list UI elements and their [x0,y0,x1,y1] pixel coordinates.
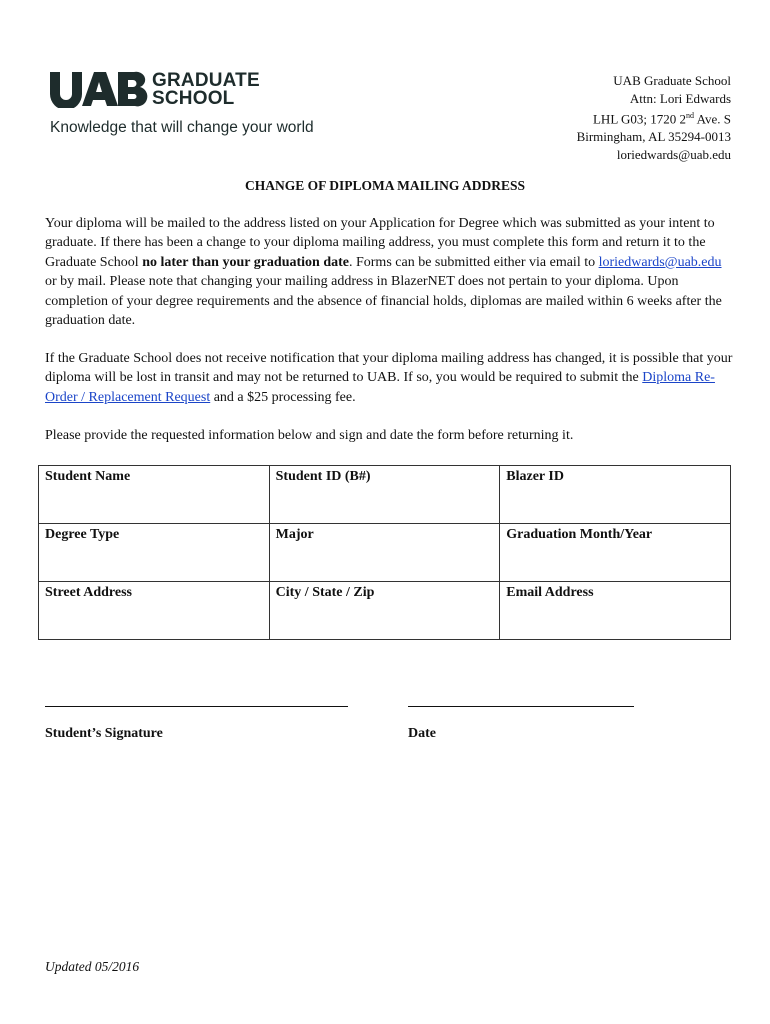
form-title: CHANGE OF DIPLOMA MAILING ADDRESS [244,178,526,193]
address-email: loriedwards@uab.edu [616,146,731,162]
date-line[interactable] [408,706,634,707]
updated-date: Updated 05/2016 [45,959,140,974]
signature-line[interactable] [45,706,348,707]
date-label: Date [408,726,436,741]
email-address-field[interactable]: Email Address [500,582,731,640]
notice-paragraph: If the Graduate School does not receive notification that your diploma mailing address has changed, it is possible that your diploma will be lost in transit and may not be returned to UAB. If so, you would be required to submit the Diploma Re-Order / Replacement Request and a $25 processing fee. [45,351,733,405]
email-link[interactable]: loriedwards@uab.edu [598,254,722,270]
student-info-table [38,465,731,640]
uab-graduate-school-logo [50,70,350,140]
address-line-1: UAB Graduate School [613,73,731,88]
table-row [39,524,731,582]
street-address-field[interactable]: Street Address [39,582,270,640]
major-field[interactable]: Major [269,524,500,582]
city-state-zip-field[interactable]: City / State / Zip [269,582,500,640]
address-line-4: Birmingham, AL 35294-0013 [576,129,731,145]
logo-tagline: Knowledge that will change your world [50,119,314,136]
student-name-field[interactable]: Student Name [39,466,270,524]
signature-label: Student’s Signature [45,726,163,741]
table-row [39,582,731,640]
table-row [39,466,731,524]
degree-type-field[interactable]: Degree Type [39,524,270,582]
address-line-3: LHL G03; 1720 2nd Ave. S [592,111,731,127]
logo-word-graduate: GRADUATE [152,70,260,91]
address-line-2: Attn: Lori Edwards [629,90,731,106]
student-id-field[interactable]: Student ID (B#) [269,466,500,524]
diploma-reorder-link[interactable]: Diploma Re-Order / Replacement Request [45,370,715,405]
logo-word-school: SCHOOL [152,88,235,109]
deadline-emphasis: no later than your graduation date [142,254,349,270]
uab-logo-icon [50,70,148,108]
instructions-paragraph: Please provide the requested information below and sign and date the form before returning it. [45,428,574,443]
intro-paragraph: Your diploma will be mailed to the address listed on your Application for Degree which was submitted as your intent to graduate. If there has been a change to your diploma mailing address, you must complete this form and return it to the Graduate School no later than your graduation date. Forms can be submitted either via email to loriedwards@uab.edu or by mail. Please note that changing your mailing address in BlazerNET does not pertain to your diploma. Upon completion of your degree requirements and the absence of financial holds, diplomas are mailed within 6 weeks after the graduation date. [45,216,722,329]
mailing-address-block [577,72,731,163]
blazer-id-field[interactable]: Blazer ID [500,466,731,524]
graduation-month-year-field[interactable]: Graduation Month/Year [500,524,731,582]
